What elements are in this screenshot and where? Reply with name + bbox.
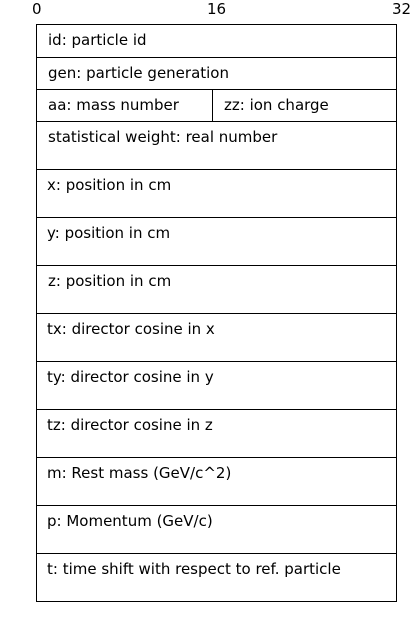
field-t: t: time shift with respect to ref. particle	[47, 560, 341, 578]
field-weight: statistical weight: real number	[48, 128, 278, 146]
row-aa-zz	[37, 89, 396, 121]
row-z	[37, 265, 396, 313]
row-p	[37, 505, 396, 553]
field-aa: aa: mass number	[37, 90, 213, 121]
row-gen	[37, 57, 396, 89]
field-zz: zz: ion charge	[224, 96, 329, 114]
bit-label-16: 16	[207, 0, 227, 18]
row-tz	[37, 409, 396, 457]
row-ty	[37, 361, 396, 409]
row-m	[37, 457, 396, 505]
row-y	[37, 217, 396, 265]
bit-label-32: 32	[392, 0, 412, 18]
row-weight	[37, 121, 396, 169]
row-id	[37, 25, 396, 57]
row-x	[37, 169, 396, 217]
bit-label-0: 0	[32, 0, 42, 18]
field-y: y: position in cm	[47, 224, 171, 242]
field-p: p: Momentum (GeV/c)	[47, 512, 213, 530]
particle-record-layout	[36, 24, 397, 602]
field-z: z: position in cm	[48, 272, 172, 290]
row-tx	[37, 313, 396, 361]
field-gen: gen: particle generation	[48, 64, 229, 82]
field-ty: ty: director cosine in y	[47, 368, 214, 386]
field-tx: tx: director cosine in x	[47, 320, 215, 338]
field-id: id: particle id	[48, 31, 147, 49]
row-t	[37, 553, 396, 601]
field-m: m: Rest mass (GeV/c^2)	[47, 464, 232, 482]
field-tz: tz: director cosine in z	[47, 416, 213, 434]
field-x: x: position in cm	[47, 176, 172, 194]
